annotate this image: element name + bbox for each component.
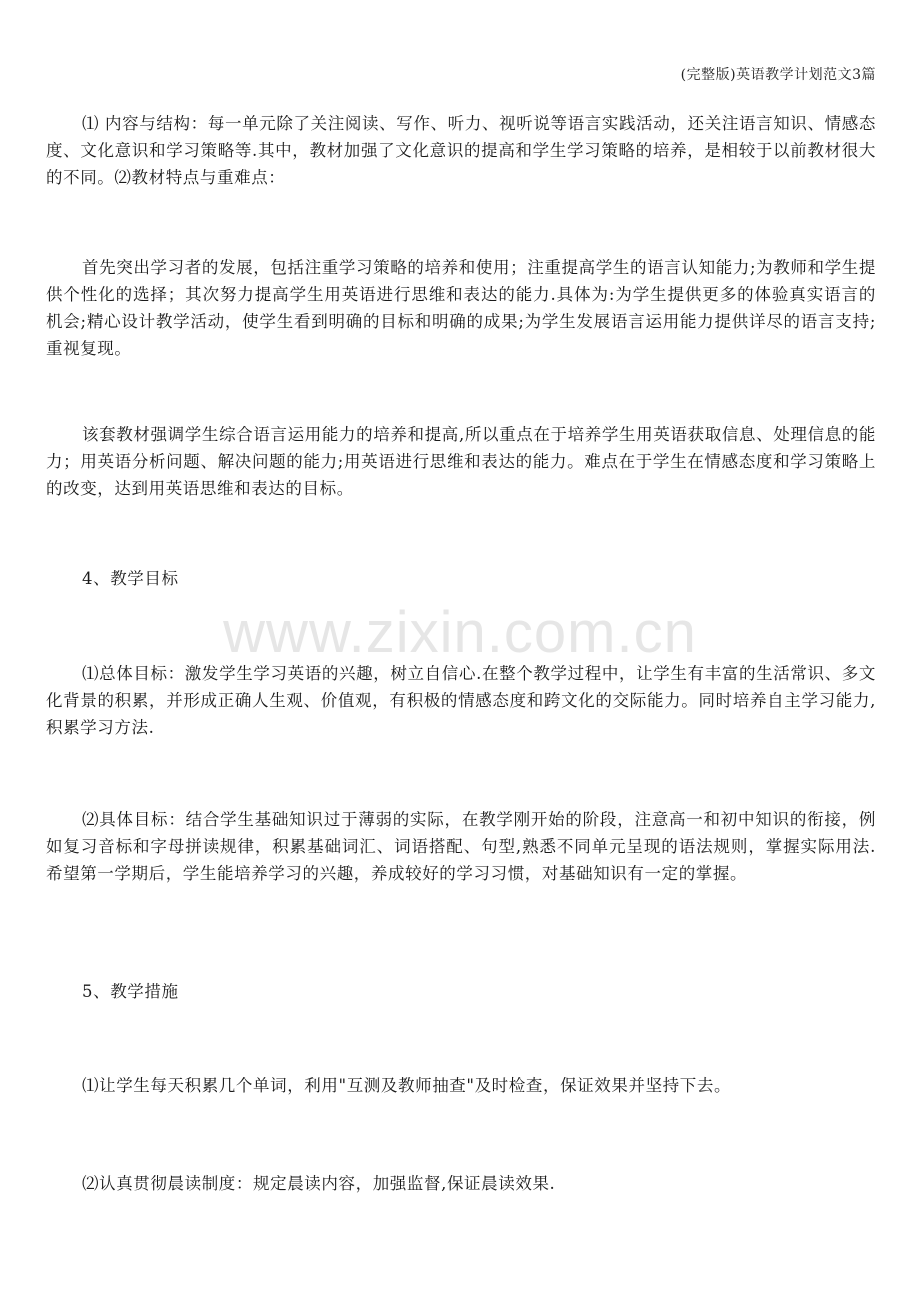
paragraph-measure-morning-reading: ⑵认真贯彻晨读制度：规定晨读内容，加强监督,保证晨读效果.: [82, 1174, 556, 1193]
paragraph-content-structure: ⑴ 内容与结构：每一单元除了关注阅读、写作、听力、视听说等语言实践活动，还关注语言知识、情感态度、文化意识和学习策略等.其中，教材加强了文化意识的提高和学生学习策略的培养，是相较于以前教材很大的不同。⑵教材特点与重难点：: [46, 114, 876, 187]
paragraph-textbook-features: 首先突出学习者的发展，包括注重学习策略的培养和使用；注重提高学生的语言认知能力;为教师和学生提供个性化的选择；其次努力提高学生用英语进行思维和表达的能力.具体为:为学生提供更多的体验真实语言的机会;精心设计教学活动，使学生看到明确的目标和明确的成果;为学生发展语言运用能力提供详尽的语言支持;重视复现。: [46, 258, 876, 358]
paragraph-specific-goal: ⑵具体目标：结合学生基础知识过于薄弱的实际，在教学刚开始的阶段，注意高一和初中知识的衔接，例如复习音标和字母拼读规律，积累基础词汇、词语搭配、句型,熟悉不同单元呈现的语法规则，掌握实际用法.希望第一学期后，学生能培养学习的兴趣，养成较好的学习习惯，对基础知识有一定的掌握。: [46, 810, 876, 883]
paragraph-overall-goal: ⑴总体目标：激发学生学习英语的兴趣，树立自信心.在整个教学过程中，让学生有丰富的生活常识、多文化背景的积累，并形成正确人生观、价值观，有积极的情感态度和跨文化的交际能力。同时培养自主学习能力,积累学习方法.: [46, 664, 876, 737]
watermark: www.zixin.com.cn: [223, 600, 697, 665]
paragraph-key-difficult-points: 该套教材强调学生综合语言运用能力的培养和提高,所以重点在于培养学生用英语获取信息、处理信息的能力；用英语分析问题、解决问题的能力;用英语进行思维和表达的能力。难点在于学生在情感态度和学习策略上的改变，达到用英语思维和表达的目标。: [46, 425, 876, 498]
paragraph-measure-vocabulary: ⑴让学生每天积累几个单词，利用"互测及教师抽查"及时检查，保证效果并坚持下去。: [82, 1076, 732, 1095]
section-heading-teaching-goals: 4、教学目标: [82, 569, 179, 588]
section-heading-teaching-measures: 5、教学措施: [82, 982, 179, 1001]
page-header: (完整版)英语教学计划范文3篇: [680, 67, 876, 83]
